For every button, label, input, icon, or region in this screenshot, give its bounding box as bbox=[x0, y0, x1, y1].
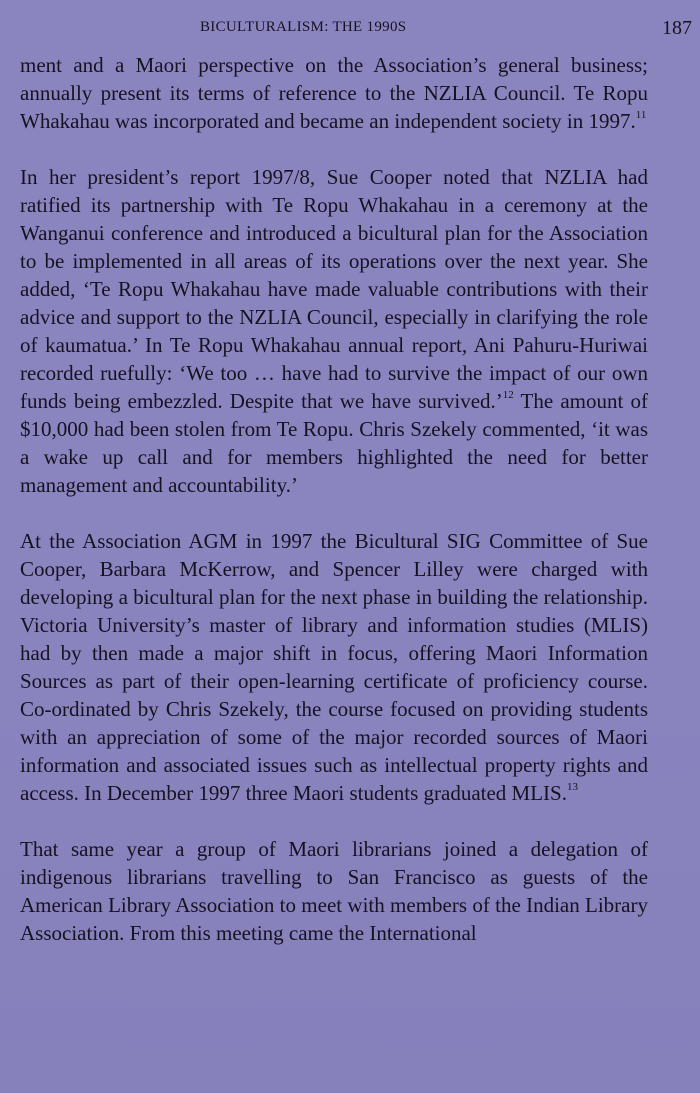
paragraph-2-text: In her president’s report 1997/8, Sue Cooper noted that NZLIA had ratified its partnership with Te Ropu Whakahau in a ceremony at the Wanganui conference and introduced a bicultural plan for the Association to be implemented in all areas of its operations over the next year. She added, ‘Te Ropu Whakahau have made valuable contributions with their advice and support to the NZLIA Council, especially in clarifying the role of kaumatua.’ In Te Ropu Whakahau annual report, Ani Pahuru-Huriwai recorded ruefully: ‘We too … have had to survive the impact of our own funds being embezzled. Despite that we have survived.’ bbox=[20, 165, 648, 413]
paragraph-gap bbox=[20, 807, 648, 835]
body-text bbox=[20, 51, 648, 947]
footnote-ref-13: 13 bbox=[566, 781, 578, 793]
page-number: 187 bbox=[662, 17, 692, 39]
paragraph-gap bbox=[20, 135, 648, 163]
paragraph-2-text-continued: The amount of $10,000 had been stolen from Te Ropu. Chris Szekely commented, ‘it was a wake up call and for members highlighted the need for better management and accountability.’ bbox=[20, 389, 648, 497]
footnote-ref-12: 12 bbox=[502, 389, 514, 401]
paragraph-3-text: At the Association AGM in 1997 the Bicultural SIG Committee of Sue Cooper, Barbara McKerrow, and Spencer Lilley were charged with developing a bicultural plan for the next phase in building the relationship. Victoria University’s master of library and information studies (MLIS) had by then made a major shift in focus, offering Maori Information Sources as part of their open-learning certificate of proficiency course. Co-ordinated by Chris Szekely, the course focused on providing students with an appreciation of some of the major recorded sources of Maori information and associated issues such as intellectual property rights and access. In December 1997 three Maori students graduated MLIS. bbox=[20, 529, 648, 805]
running-head bbox=[0, 17, 700, 47]
paragraph-3 bbox=[20, 527, 648, 807]
footnote-ref-11: 11 bbox=[635, 109, 647, 121]
paragraph-4-text: That same year a group of Maori librarians joined a delegation of indigenous librarians travelling to San Francisco as guests of the American Library Association to meet with members of the Indian Library Association. From this meeting came the International bbox=[20, 837, 648, 945]
paragraph-1-text: ment and a Maori perspective on the Association’s general business; annually present its terms of reference to the NZLIA Council. Te Ropu Whakahau was incorporated and became an independent society in 1997. bbox=[20, 53, 648, 133]
paragraph-gap bbox=[20, 499, 648, 527]
paragraph-2 bbox=[20, 163, 648, 499]
paragraph-1 bbox=[20, 51, 648, 135]
running-title: BICULTURALISM: THE 1990S bbox=[200, 19, 407, 35]
paragraph-4 bbox=[20, 835, 648, 947]
